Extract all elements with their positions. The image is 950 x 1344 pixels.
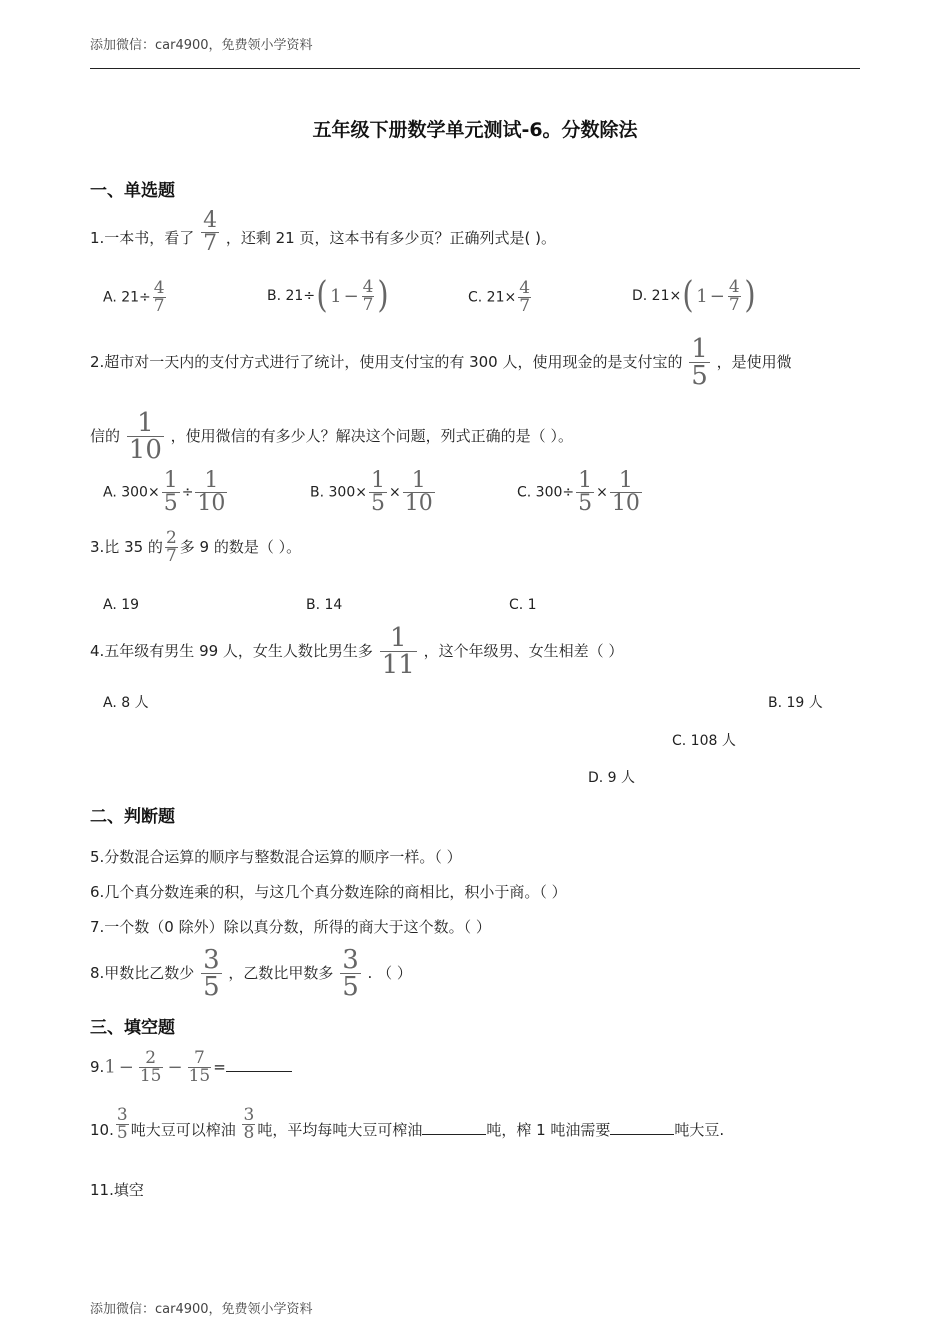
minus-sign: − bbox=[343, 285, 359, 307]
question-8-prefix: 8.甲数比乙数少 bbox=[90, 964, 195, 982]
question-3-suffix: 多 9 的数是（ ）。 bbox=[179, 538, 302, 556]
numerator: 1 bbox=[691, 334, 708, 364]
parenthesized-expression bbox=[681, 275, 756, 316]
question-8-suffix: . （ ） bbox=[367, 964, 412, 982]
question-2-prefix: 2.超市对一天内的支付方式进行了统计，使用支付宝的有 300 人，使用现金的是支付宝的 bbox=[90, 353, 683, 371]
question-2-line-2 bbox=[90, 410, 573, 463]
question-8-mid: ，乙数比甲数多 bbox=[228, 964, 334, 982]
operator: ÷ bbox=[181, 484, 194, 501]
option-label: A. 21÷ bbox=[103, 289, 151, 306]
right-paren: ) bbox=[377, 275, 390, 316]
numerator: 3 bbox=[342, 945, 359, 975]
option-label: A. 300× bbox=[103, 484, 160, 501]
denominator: 5 bbox=[163, 491, 178, 516]
numerator: 2 bbox=[165, 528, 177, 548]
denominator: 10 bbox=[404, 491, 433, 516]
right-paren: ) bbox=[744, 275, 756, 316]
denominator: 7 bbox=[165, 546, 177, 566]
question-6: 6.几个真分数连乘的积，与这几个真分数连除的商相比，积小于商。（ ） bbox=[90, 883, 567, 901]
numerator: 7 bbox=[194, 1048, 205, 1068]
denominator: 10 bbox=[611, 491, 640, 516]
numerator: 1 bbox=[578, 468, 593, 493]
fraction bbox=[139, 1050, 163, 1085]
fraction bbox=[116, 1107, 129, 1142]
question-9 bbox=[90, 1050, 292, 1085]
one: 1 bbox=[330, 285, 342, 307]
numerator: 4 bbox=[519, 278, 531, 298]
left-paren: ( bbox=[316, 275, 328, 316]
section-heading-single-choice: 一、单选题 bbox=[90, 181, 175, 201]
fraction bbox=[201, 947, 222, 1000]
fraction bbox=[127, 410, 164, 463]
denominator: 5 bbox=[578, 491, 593, 516]
question-8 bbox=[90, 947, 412, 1000]
denominator: 5 bbox=[691, 361, 708, 391]
fraction bbox=[728, 276, 741, 315]
fraction bbox=[576, 470, 594, 515]
answer-blank[interactable] bbox=[226, 1071, 292, 1072]
question-9-prefix: 9. bbox=[90, 1058, 105, 1076]
operator: × bbox=[388, 484, 401, 501]
question-10-prefix: 10. bbox=[90, 1121, 114, 1139]
fraction bbox=[162, 470, 180, 515]
option-label: B. 21÷ bbox=[267, 288, 316, 304]
numerator: 4 bbox=[728, 276, 740, 297]
minus-sign: − bbox=[167, 1056, 183, 1078]
option-label: B. 300× bbox=[310, 484, 367, 501]
denominator: 5 bbox=[342, 972, 359, 1002]
question-7: 7.一个数（0 除外）除以真分数，所得的商大于这个数。（ ） bbox=[90, 918, 491, 936]
numerator: 2 bbox=[145, 1048, 157, 1068]
fraction bbox=[340, 947, 361, 1000]
fraction bbox=[153, 280, 166, 315]
minus-sign: − bbox=[709, 285, 725, 307]
question-2-line-2-suffix: ，使用微信的有多少人？解决这个问题，列式正确的是（ ）。 bbox=[170, 427, 573, 445]
fraction bbox=[518, 280, 531, 315]
option-2b[interactable] bbox=[310, 470, 437, 515]
parenthesized-expression bbox=[315, 275, 390, 316]
fraction bbox=[369, 470, 387, 515]
fraction bbox=[242, 1107, 255, 1142]
option-3b[interactable]: B. 14 bbox=[306, 597, 343, 613]
fraction bbox=[165, 530, 178, 565]
question-4-prefix: 4.五年级有男生 99 人，女生人数比男生多 bbox=[90, 642, 373, 660]
numerator: 4 bbox=[203, 208, 218, 233]
denominator: 15 bbox=[188, 1066, 211, 1086]
question-2-line-1-suffix: ，是使用微 bbox=[716, 353, 792, 371]
option-label: C. 300÷ bbox=[517, 484, 575, 501]
option-2c[interactable] bbox=[517, 470, 644, 515]
operator: × bbox=[596, 484, 608, 501]
question-3-prefix: 3.比 35 的 bbox=[90, 538, 163, 556]
denominator: 5 bbox=[116, 1123, 128, 1143]
question-2-line-2-prefix: 信的 bbox=[90, 427, 121, 445]
fraction bbox=[201, 210, 219, 255]
option-4a[interactable]: A. 8 人 bbox=[103, 695, 149, 711]
page-title: 五年级下册数学单元测试-6。分数除法 bbox=[312, 119, 638, 141]
answer-blank[interactable] bbox=[610, 1134, 674, 1135]
numerator: 1 bbox=[370, 468, 385, 493]
option-3c[interactable]: C. 1 bbox=[509, 597, 537, 613]
question-3 bbox=[90, 530, 301, 565]
option-1b[interactable] bbox=[267, 275, 391, 316]
numerator: 1 bbox=[411, 468, 426, 493]
footer-note: 添加微信：car4900，免费领小学资料 bbox=[90, 1302, 313, 1317]
numerator: 1 bbox=[137, 408, 154, 438]
section-heading-fill-in: 三、填空题 bbox=[90, 1018, 175, 1038]
denominator: 10 bbox=[197, 491, 226, 516]
fraction bbox=[689, 336, 710, 389]
option-3a[interactable]: A. 19 bbox=[103, 597, 140, 613]
fraction bbox=[362, 276, 375, 315]
denominator: 11 bbox=[381, 650, 415, 680]
option-2a[interactable] bbox=[103, 470, 229, 515]
option-1d[interactable] bbox=[632, 275, 757, 316]
denominator: 7 bbox=[153, 296, 165, 316]
question-2-line-1 bbox=[90, 336, 792, 389]
numerator: 4 bbox=[362, 276, 374, 297]
question-1-suffix: ，还剩 21 页，这本书有多少页？正确列式是( )。 bbox=[225, 229, 556, 247]
option-label: D. 21× bbox=[632, 288, 682, 304]
numerator: 3 bbox=[203, 945, 220, 975]
denominator: 7 bbox=[203, 231, 218, 256]
option-1a[interactable] bbox=[103, 280, 168, 315]
header-divider bbox=[90, 68, 860, 69]
denominator: 5 bbox=[203, 972, 220, 1002]
question-10-text-2: 吨，平均每吨大豆可榨油 bbox=[257, 1121, 423, 1139]
answer-blank[interactable] bbox=[422, 1134, 486, 1135]
denominator: 7 bbox=[362, 294, 374, 315]
question-11: 11.填空 bbox=[90, 1181, 144, 1199]
fraction bbox=[188, 1050, 212, 1085]
header-note: 添加微信：car4900，免费领小学资料 bbox=[90, 38, 313, 53]
numerator: 1 bbox=[204, 468, 219, 493]
numerator: 3 bbox=[243, 1105, 255, 1125]
question-10-text-1: 吨大豆可以榨油 bbox=[130, 1121, 236, 1139]
numerator: 3 bbox=[116, 1105, 128, 1125]
question-1-prefix: 1.一本书，看了 bbox=[90, 229, 195, 247]
one: 1 bbox=[696, 285, 708, 307]
left-paren: ( bbox=[682, 275, 694, 316]
option-4b[interactable]: B. 19 人 bbox=[768, 695, 823, 711]
numerator: 1 bbox=[163, 468, 178, 493]
denominator: 7 bbox=[728, 294, 740, 315]
denominator: 5 bbox=[370, 491, 385, 516]
question-1 bbox=[90, 208, 556, 261]
question-10 bbox=[90, 1105, 725, 1148]
numerator: 1 bbox=[389, 623, 407, 653]
fraction bbox=[403, 470, 435, 515]
section-heading-true-false: 二、判断题 bbox=[90, 807, 175, 827]
numerator: 4 bbox=[153, 278, 165, 298]
numerator: 1 bbox=[618, 468, 633, 493]
question-10-text-4: 吨大豆. bbox=[674, 1121, 725, 1139]
question-10-text-3: 吨，榨 1 吨油需要 bbox=[486, 1121, 611, 1139]
question-4-suffix: ，这个年级男、女生相差（ ） bbox=[423, 642, 624, 660]
denominator: 8 bbox=[243, 1123, 255, 1143]
denominator: 7 bbox=[519, 296, 531, 316]
fraction bbox=[380, 625, 417, 678]
option-label: C. 21× bbox=[468, 289, 517, 306]
option-4c[interactable]: C. 108 人 bbox=[672, 733, 736, 749]
question-4 bbox=[90, 625, 623, 678]
fraction bbox=[610, 470, 642, 515]
denominator: 10 bbox=[128, 435, 162, 465]
question-5: 5.分数混合运算的顺序与整数混合运算的顺序一样。（ ） bbox=[90, 848, 462, 866]
equals-sign: = bbox=[213, 1058, 226, 1076]
option-4d[interactable]: D. 9 人 bbox=[588, 770, 636, 786]
option-1c[interactable] bbox=[468, 280, 533, 315]
denominator: 15 bbox=[139, 1066, 162, 1086]
one: 1 bbox=[104, 1056, 116, 1078]
fraction bbox=[195, 470, 227, 515]
minus-sign: − bbox=[118, 1056, 134, 1078]
